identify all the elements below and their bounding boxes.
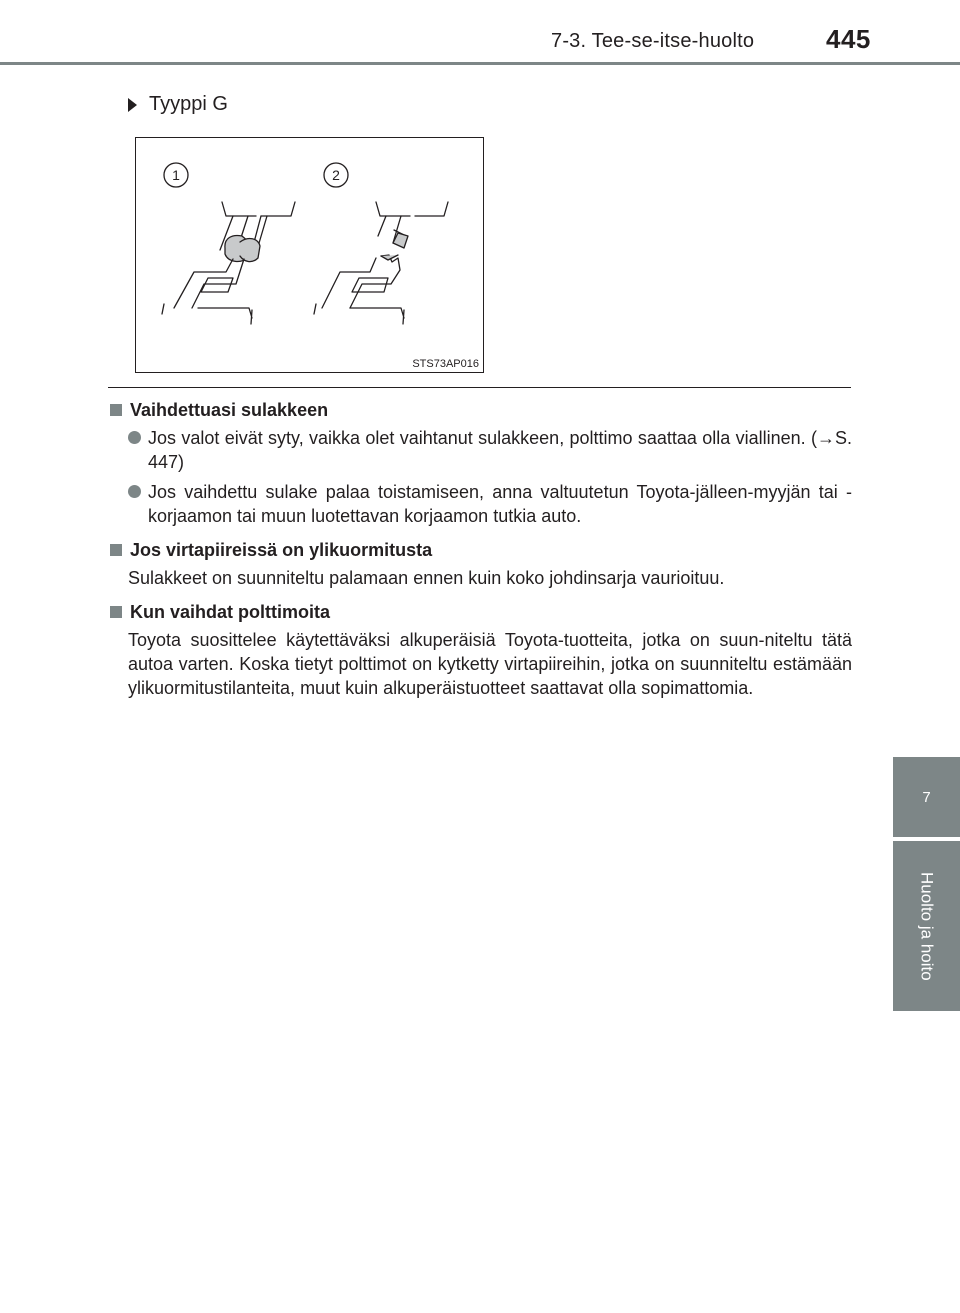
section-title: Vaihdettuasi sulakkeen [130,400,329,420]
header-section-title: 7-3. Tee-se-itse-huolto [551,30,755,52]
square-bullet-icon [110,404,122,416]
page-number: 445 [826,24,871,54]
header-rule [0,62,960,65]
label-1: 1 [172,167,180,183]
section-paragraph: Sulakkeet on suunniteltu palamaan ennen kuin koko johdinsarja vaurioituu. [128,568,725,588]
bullet-item [128,426,852,474]
arrow-icon: → [816,428,835,448]
figure-heading [128,93,228,116]
figure-heading-text: Tyyppi G [149,93,228,115]
figure-code: STS73AP016 [412,358,479,370]
circle-bullet-icon [128,485,141,498]
triangle-bullet-icon [128,98,137,112]
section-heading [110,600,852,624]
normal-fuse-icon [162,202,295,324]
section-title: Kun vaihdat polttimoita [130,602,330,622]
section-title: Jos virtapiireissä on ylikuormitusta [130,540,433,560]
content [110,398,852,706]
chapter-number-tab [893,757,960,837]
page-reference-link[interactable]: S. 447) [148,428,852,472]
chapter-number: 7 [922,788,931,806]
chapter-title-tab [893,841,960,1011]
bullet-text: Jos vaihdettu sulake palaa toistamiseen, anna valtuutetun Toyota-jälleen-myyjän tai -korjaamon tai muun luotettavan korjaamon tutkia auto. [148,482,852,526]
section-rule [108,387,851,388]
bullet-item [128,480,852,528]
chapter-title: Huolto ja hoito [917,871,937,981]
blown-fuse-icon [314,202,448,324]
circle-bullet-icon [128,431,141,444]
section-heading [110,398,852,422]
bullet-text: Jos valot eivät syty, vaikka olet vaihtanut sulakkeen, polttimo saattaa olla viallinen. ( [148,428,817,448]
square-bullet-icon [110,606,122,618]
fuse-illustration [135,137,484,373]
fuse-drawing [136,138,483,372]
square-bullet-icon [110,544,122,556]
label-2: 2 [332,167,340,183]
section-paragraph: Toyota suosittelee käytettäväksi alkuperäisiä Toyota-tuotteita, jotka on suun-niteltu tätä autoa varten. Koska tietyt polttimot on kytketty virtapiireihin, jotka on suunniteltu estämään ylikuormitustilanteita, muut kuin alkuperäistuotteet saattavat olla sopimattomia. [128,630,852,698]
section-heading [110,538,852,562]
